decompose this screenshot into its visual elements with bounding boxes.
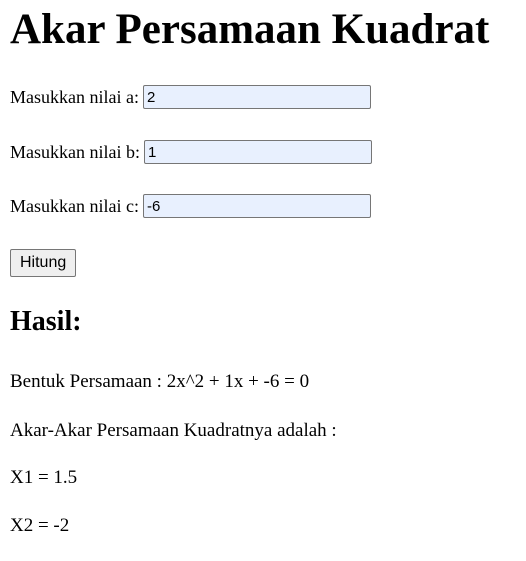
result-heading: Hasil: [10,306,82,337]
root-x2-text: X2 = -2 [10,515,70,536]
hitung-button[interactable]: Hitung [10,249,76,277]
label-a: Masukkan nilai a: [10,87,139,107]
equation-text: Bentuk Persamaan : 2x^2 + 1x + -6 = 0 [10,371,310,392]
label-c: Masukkan nilai c: [10,196,139,216]
label-b: Masukkan nilai b: [10,142,140,162]
root-x1-text: X1 = 1.5 [10,467,78,488]
input-b[interactable] [144,140,372,164]
input-row-b [10,140,372,164]
page-title: Akar Persamaan Kuadrat [10,6,490,53]
input-row-c [10,194,371,218]
input-c[interactable] [143,194,371,218]
input-a[interactable] [143,85,371,109]
roots-intro-text: Akar-Akar Persamaan Kuadratnya adalah : [10,420,337,441]
input-row-a [10,85,371,109]
